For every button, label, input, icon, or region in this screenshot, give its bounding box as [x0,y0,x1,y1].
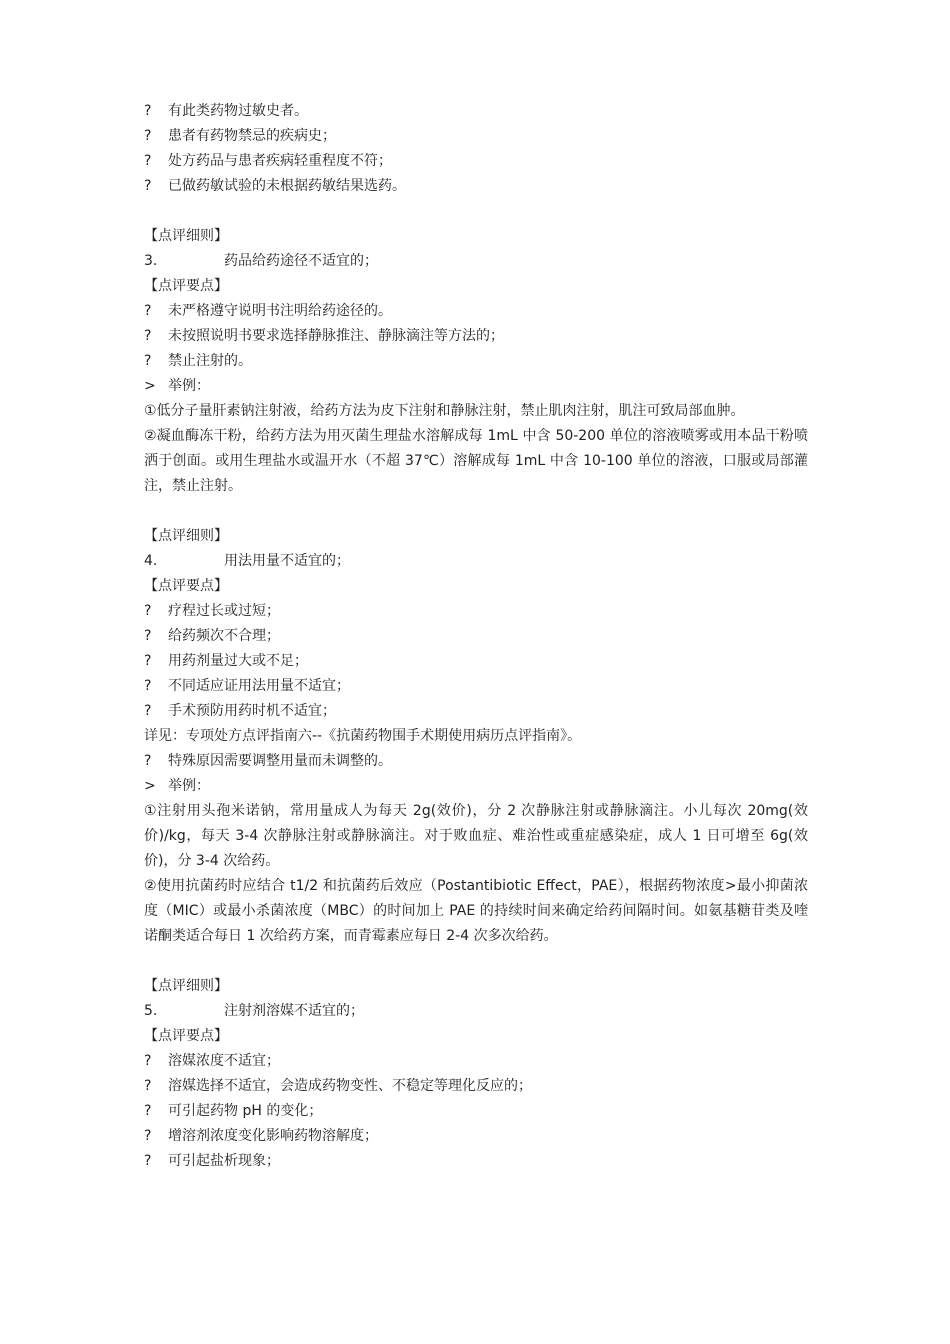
bullet-text: 患者有药物禁忌的疾病史； [168,128,336,144]
section-heading: 【点评细则】 [144,528,228,544]
bullet-marker: ? [144,178,152,194]
bullet-text: 不同适应证用法用量不适宜； [168,678,350,694]
example-heading [144,374,808,399]
bullet-marker: ? [144,653,152,669]
bullet-item [144,324,808,349]
bullet-text: 已做药敏试验的未根据药敏结果选药。 [168,178,406,194]
bullet-marker: ? [144,628,152,644]
example-paragraph: ②凝血酶冻干粉，给药方法为用灭菌生理盐水溶解成每 1mL 中含 50-200 单位的溶液喷雾或用本品干粉喷洒于创面。或用生理盐水或温开水（不超 37℃）溶解成每 1mL 中含 10-100 单位的溶液，口服或局部灌注，禁止注射。 [144,428,808,494]
bullet-marker: ? [144,603,152,619]
bullet-text: 疗程过长或过短； [168,603,280,619]
text-line: 详见：专项处方点评指南六--《抗菌药物围手术期使用病历点评指南》。 [144,728,582,744]
document-body [144,99,808,1174]
rule-title: 注射剂溶媒不适宜的； [224,1003,364,1019]
section-heading: 【点评细则】 [144,228,228,244]
section-heading: 【点评细则】 [144,978,228,994]
bullet-text: 溶媒选择不适宜，会造成药物变性、不稳定等理化反应的； [168,1078,532,1094]
bullet-item [144,174,808,199]
bullet-item [144,1099,808,1124]
bullet-item [144,149,808,174]
bullet-text: 用药剂量过大或不足； [168,653,308,669]
bullet-marker: ? [144,103,152,119]
example-paragraph: ②使用抗菌药时应结合 t1/2 和抗菌药后效应（Postantibiotic Effect，PAE），根据药物浓度>最小抑菌浓度（MIC）或最小杀菌浓度（MBC）的时间加上 PAE 的持续时间来确定给药间隔时间。如氨基糖苷类及喹诺酮类适合每日 1 次给药方案，而青霉素应每日 2-4 次多次给药。 [144,878,808,944]
rule-number: 5. [144,1003,158,1019]
section-heading: 【点评要点】 [144,578,228,594]
bullet-item [144,1074,808,1099]
bullet-text: 举例： [168,778,210,794]
section-heading: 【点评要点】 [144,278,228,294]
paragraph-gap [144,199,808,224]
bullet-item [144,349,808,374]
bullet-item [144,749,808,774]
bullet-item [144,649,808,674]
bullet-text: 禁止注射的。 [168,353,252,369]
bullet-item [144,1149,808,1174]
paragraph-gap [144,949,808,974]
bullet-item [144,624,808,649]
bullet-marker: ? [144,753,152,769]
bullet-item [144,99,808,124]
bullet-marker: ? [144,1128,152,1144]
bullet-marker: ? [144,1103,152,1119]
bullet-marker: > [144,378,156,394]
numbered-rule [144,999,808,1024]
bullet-text: 给药频次不合理； [168,628,280,644]
bullet-marker: > [144,778,156,794]
rule-title: 药品给药途径不适宜的； [224,253,378,269]
example-paragraph: ①低分子量肝素钠注射液，给药方法为皮下注射和静脉注射，禁止肌肉注射，肌注可致局部血肿。 [144,403,745,419]
bullet-item [144,1124,808,1149]
bullet-text: 可引起盐析现象； [168,1153,280,1169]
bullet-marker: ? [144,128,152,144]
bullet-item [144,299,808,324]
bullet-item [144,674,808,699]
numbered-rule [144,549,808,574]
bullet-text: 有此类药物过敏史者。 [168,103,308,119]
bullet-text: 未按照说明书要求选择静脉推注、静脉滴注等方法的； [168,328,504,344]
bullet-text: 增溶剂浓度变化影响药物溶解度； [168,1128,378,1144]
rule-number: 3. [144,253,158,269]
bullet-marker: ? [144,153,152,169]
bullet-item [144,699,808,724]
example-paragraph: ①注射用头孢米诺钠，常用量成人为每天 2g(效价)，分 2 次静脉注射或静脉滴注。小儿每次 20mg(效价)/kg，每天 3-4 次静脉注射或静脉滴注。对于败血症、难治性或重症感染症，成人 1 日可增至 6g(效价)，分 3-4 次给药。 [144,803,808,869]
bullet-marker: ? [144,1153,152,1169]
bullet-text: 处方药品与患者疾病轻重程度不符； [168,153,392,169]
bullet-text: 可引起药物 pH 的变化； [168,1103,323,1119]
rule-title: 用法用量不适宜的； [224,553,350,569]
bullet-text: 溶媒浓度不适宜； [168,1053,280,1069]
bullet-marker: ? [144,1078,152,1094]
bullet-text: 手术预防用药时机不适宜； [168,703,336,719]
bullet-marker: ? [144,1053,152,1069]
bullet-marker: ? [144,303,152,319]
bullet-item [144,599,808,624]
bullet-text: 特殊原因需要调整用量而未调整的。 [168,753,392,769]
section-heading: 【点评要点】 [144,1028,228,1044]
bullet-marker: ? [144,703,152,719]
bullet-item [144,1049,808,1074]
bullet-marker: ? [144,353,152,369]
numbered-rule [144,249,808,274]
paragraph-gap [144,499,808,524]
rule-number: 4. [144,553,158,569]
bullet-item [144,124,808,149]
bullet-marker: ? [144,678,152,694]
bullet-text: 举例： [168,378,210,394]
bullet-marker: ? [144,328,152,344]
bullet-text: 未严格遵守说明书注明给药途径的。 [168,303,392,319]
example-heading [144,774,808,799]
